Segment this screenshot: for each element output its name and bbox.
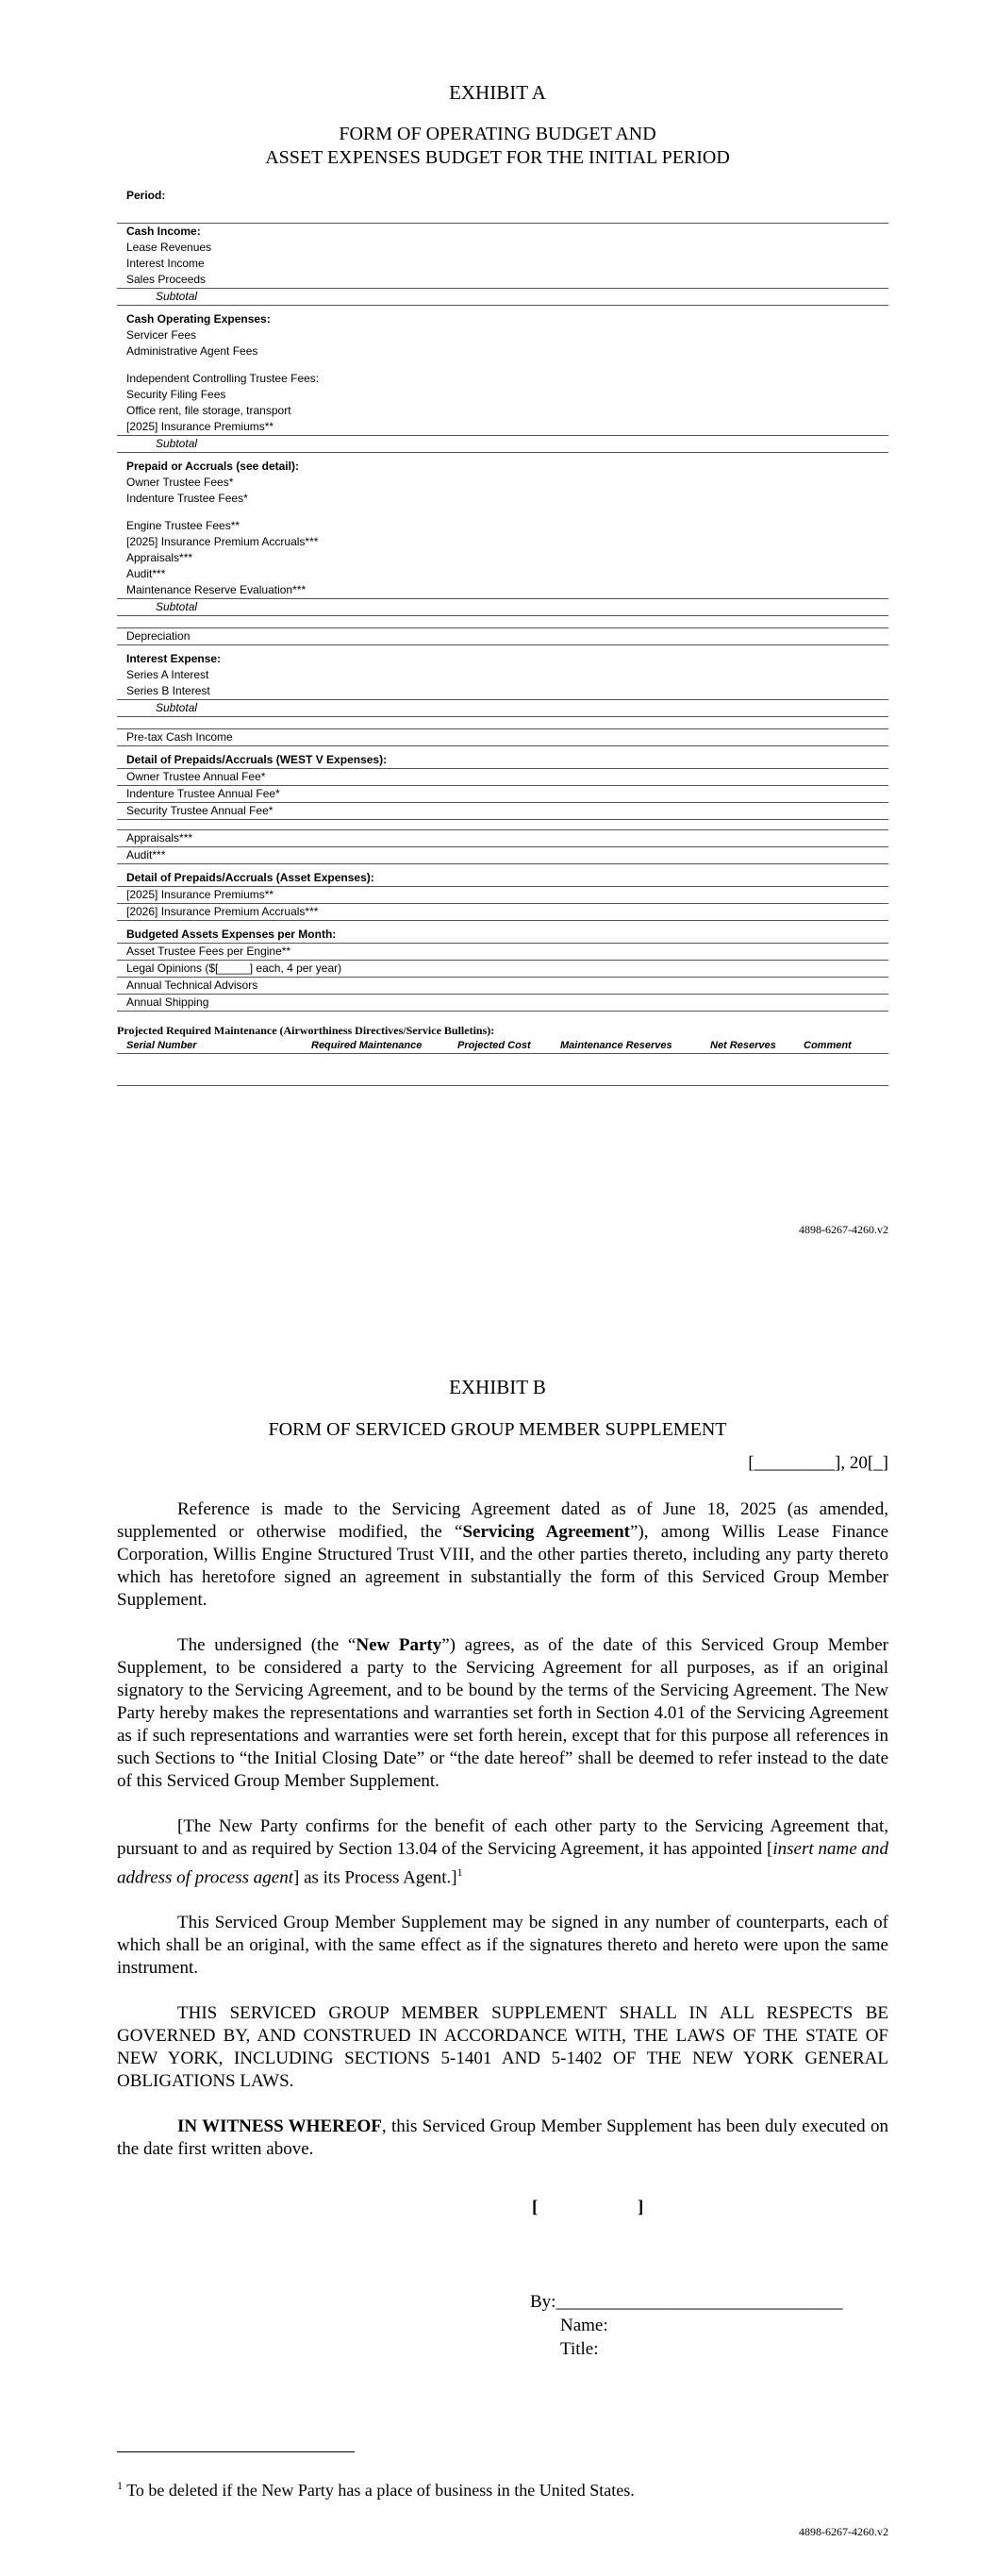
budget-row: Owner Trustee Fees* [126, 476, 234, 489]
budget-row: [2025] Insurance Premiums** [117, 419, 888, 436]
budget-row: Owner Trustee Annual Fee* [117, 769, 888, 786]
prepaid-heading: Prepaid or Accruals (see detail): [126, 460, 299, 473]
budget-row: Appraisals*** [126, 551, 193, 564]
interest-heading: Interest Expense: [126, 652, 222, 665]
name-label: Name: [560, 2316, 608, 2335]
budget-row: Annual Technical Advisors [117, 978, 888, 995]
doc-id: 4898-6267-4260.v2 [799, 1223, 888, 1236]
exhibit-a-subtitle-line2: ASSET EXPENSES BUDGET FOR THE INITIAL PERIOD [265, 147, 730, 168]
budget-row: Indenture Trustee Fees* [126, 492, 248, 505]
col-serial-number: Serial Number [126, 1040, 197, 1051]
budget-row: Series A Interest [126, 668, 209, 681]
exhibit-b-title: EXHIBIT B [449, 1376, 546, 1398]
projected-columns [117, 1038, 888, 1054]
exhibit-a-title: EXHIBIT A [449, 81, 546, 104]
projected-maintenance-title: Projected Required Maintenance (Airworthiness Directives/Service Bulletins): [117, 1024, 495, 1037]
col-projected-cost: Projected Cost [457, 1040, 531, 1051]
subtotal-row: Subtotal [117, 700, 888, 717]
exhibit-b-subtitle: FORM OF SERVICED GROUP MEMBER SUPPLEMENT [268, 1419, 727, 1440]
budget-row: Audit*** [126, 567, 166, 580]
budget-row: Sales Proceeds [117, 272, 888, 289]
divider [117, 1085, 888, 1086]
trustee-fees-heading: Independent Controlling Trustee Fees: [126, 372, 320, 385]
signatory-bracket-right: ] [638, 2198, 644, 2217]
doc-id: 4898-6267-4260.v2 [799, 2525, 888, 2538]
exhibit-a-subtitle-line1: FORM OF OPERATING BUDGET AND [339, 124, 656, 144]
budget-row: Indenture Trustee Annual Fee* [117, 786, 888, 803]
cash-income-heading: Cash Income: [126, 225, 201, 238]
period-label: Period: [126, 189, 166, 202]
budget-row: Asset Trustee Fees per Engine** [117, 944, 888, 961]
date-line: [_________], 20[_] [748, 1453, 888, 1473]
subtotal-row: Subtotal [117, 436, 888, 453]
subtotal-row: Subtotal [117, 289, 888, 306]
title-label: Title: [560, 2339, 599, 2359]
exhibit-b-page [0, 1264, 995, 2576]
budget-row: Audit*** [117, 847, 888, 864]
budget-row: Engine Trustee Fees** [126, 519, 240, 532]
col-comment: Comment [804, 1040, 852, 1051]
budget-row: Series B Interest [117, 683, 888, 700]
budget-row: Annual Shipping [117, 995, 888, 1012]
paragraph-new-party: The undersigned (the “New Party”) agrees, as of the date of this Serviced Group Member Supplement, to be considered a party to the Servicing Agreement for all purposes, as if an original signatory to the Servicing Agreement, and to be bound by the terms of the Servicing Agreement. The New Party hereby makes the representations and warranties set forth in Section 4.01 of the Servicing Agreement as if such representations and warranties were set forth herein, except that for this purpose all references in such Sections to “the Initial Closing Date” or “the date hereof” shall be deemed to refer instead to the date of this Serviced Group Member Supplement. [117, 1635, 888, 1791]
budget-row: Legal Opinions ($[_____] each, 4 per year) [117, 961, 888, 978]
detail-west-heading: Detail of Prepaids/Accruals (WEST V Expenses): [117, 752, 888, 769]
budget-row: [2025] Insurance Premium Accruals*** [126, 535, 319, 548]
budget-row: Security Filing Fees [126, 388, 226, 401]
footnote-ref: 1 [456, 1865, 463, 1879]
by-line: By:________________________________ [530, 2292, 843, 2312]
col-net-reserves: Net Reserves [710, 1040, 776, 1051]
budget-row: Interest Income [126, 257, 205, 270]
budgeted-heading: Budgeted Assets Expenses per Month: [117, 927, 888, 944]
paragraph-counterparts: This Serviced Group Member Supplement may be signed in any number of counterparts, each of which shall be an original, with the same effect as if the signatures thereto and hereto were upon the same instrument. [117, 1913, 888, 1979]
budget-row: Administrative Agent Fees [126, 344, 258, 358]
cash-operating-heading: Cash Operating Expenses: [126, 312, 271, 326]
detail-asset-heading: Detail of Prepaids/Accruals (Asset Expenses): [117, 870, 888, 887]
footnote-divider [117, 2451, 355, 2452]
budget-table [117, 189, 888, 1086]
paragraph-witness: IN WITNESS WHEREOF, this Serviced Group Member Supplement has been duly executed on the date first written above. [117, 2116, 888, 2160]
footnote: $^1$ To be deleted if the New Party has a place of business in the United States. [117, 2479, 635, 2500]
budget-row: [2026] Insurance Premium Accruals*** [117, 904, 888, 921]
signatory-bracket-left: [ [532, 2198, 539, 2217]
budget-row: Lease Revenues [126, 241, 212, 254]
pretax-row: Pre-tax Cash Income [117, 728, 888, 746]
col-required-maintenance: Required Maintenance [311, 1040, 423, 1051]
budget-row: Security Trustee Annual Fee* [117, 803, 888, 820]
depreciation-row: Depreciation [117, 627, 888, 645]
supplement-body [117, 1498, 888, 2161]
budget-row: Office rent, file storage, transport [126, 404, 291, 417]
subtotal-row: Subtotal [117, 599, 888, 616]
budget-row: Appraisals*** [117, 830, 888, 847]
exhibit-a-page [0, 0, 995, 1264]
budget-row: Servicer Fees [126, 328, 197, 342]
blank-row [117, 820, 888, 830]
budget-row: Maintenance Reserve Evaluation*** [117, 582, 888, 599]
paragraph-process-agent: [The New Party confirms for the benefit of each other party to the Servicing Agreement that, pursuant to and as required by Section 13.04 of the Servicing Agreement, it has appointed [insert name and address of process agent] as its Process Agent.]$^1$ [117, 1816, 888, 1888]
paragraph-reference: Reference is made to the Servicing Agreement dated as of June 18, 2025 (as amended, supplemented or otherwise modified, the “Servicing Agreement”), among Willis Lease Finance Corporation, Willis Engine Structured Trust VIII, and the other parties thereto, including any party thereto which has heretofore signed an agreement in substantially the form of this Serviced Group Member Supplement. [117, 1499, 888, 1610]
budget-row: [2025] Insurance Premiums** [117, 887, 888, 904]
col-maintenance-reserves: Maintenance Reserves [560, 1040, 672, 1051]
paragraph-governing-law: THIS SERVICED GROUP MEMBER SUPPLEMENT SHALL IN ALL RESPECTS BE GOVERNED BY, AND CONSTRUED IN ACCORDANCE WITH, THE LAWS OF THE STATE OF NEW YORK, INCLUDING SECTIONS 5-1401 AND 5-1402 OF THE NEW YORK GENERAL OBLIGATIONS LAWS. [117, 2003, 888, 2092]
